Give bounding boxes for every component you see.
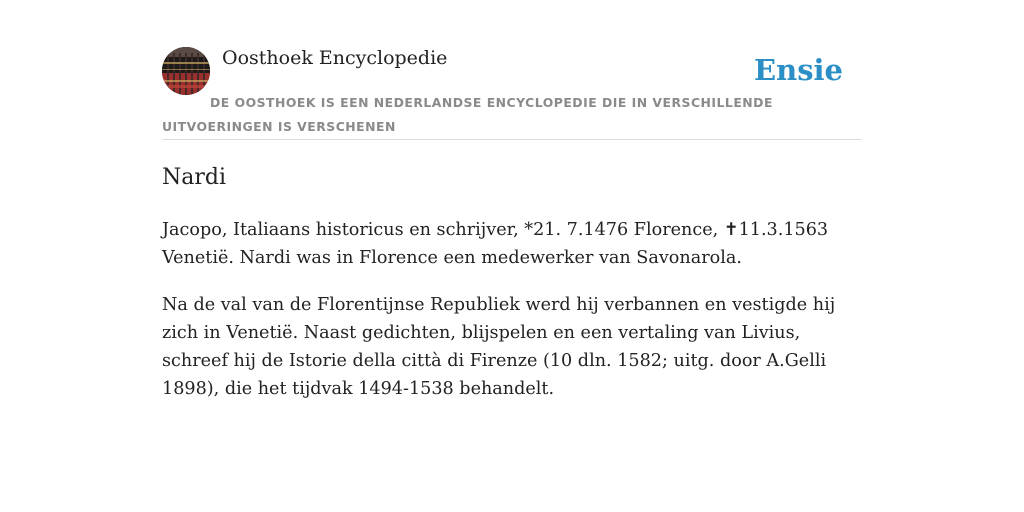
article [162, 160, 862, 403]
encyclopedia-books-icon[interactable] [162, 47, 210, 95]
article-paragraph: Jacopo, Italiaans historicus en schrijver, *21. 7.1476 Florence, ✝11.3.1563 Venetië. Nardi was in Florence een medewerker van Savonarola. [162, 220, 829, 268]
site-name[interactable]: Oosthoek Encyclopedie [222, 47, 448, 69]
site-header [162, 46, 862, 140]
article-title: Nardi [162, 165, 227, 190]
article-paragraph: Na de val van de Florentijnse Republiek werd hij verbannen en vestigde hij zich in Venetië. Naast gedichten, blijspelen en een vertaling van Livius, schreef hij de Istorie della città di Firenze (10 dln. 1582; uitg. door A.Gelli 1898), die het tijdvak 1494-1538 behandelt. [162, 295, 836, 399]
site-tagline: DE OOSTHOEK IS EEN NEDERLANDSE ENCYCLOPEDIE DIE IN VERSCHILLENDE UITVOERINGEN IS VERSCHENEN [162, 95, 773, 134]
brand-logo-link[interactable]: Ensie [754, 53, 843, 87]
